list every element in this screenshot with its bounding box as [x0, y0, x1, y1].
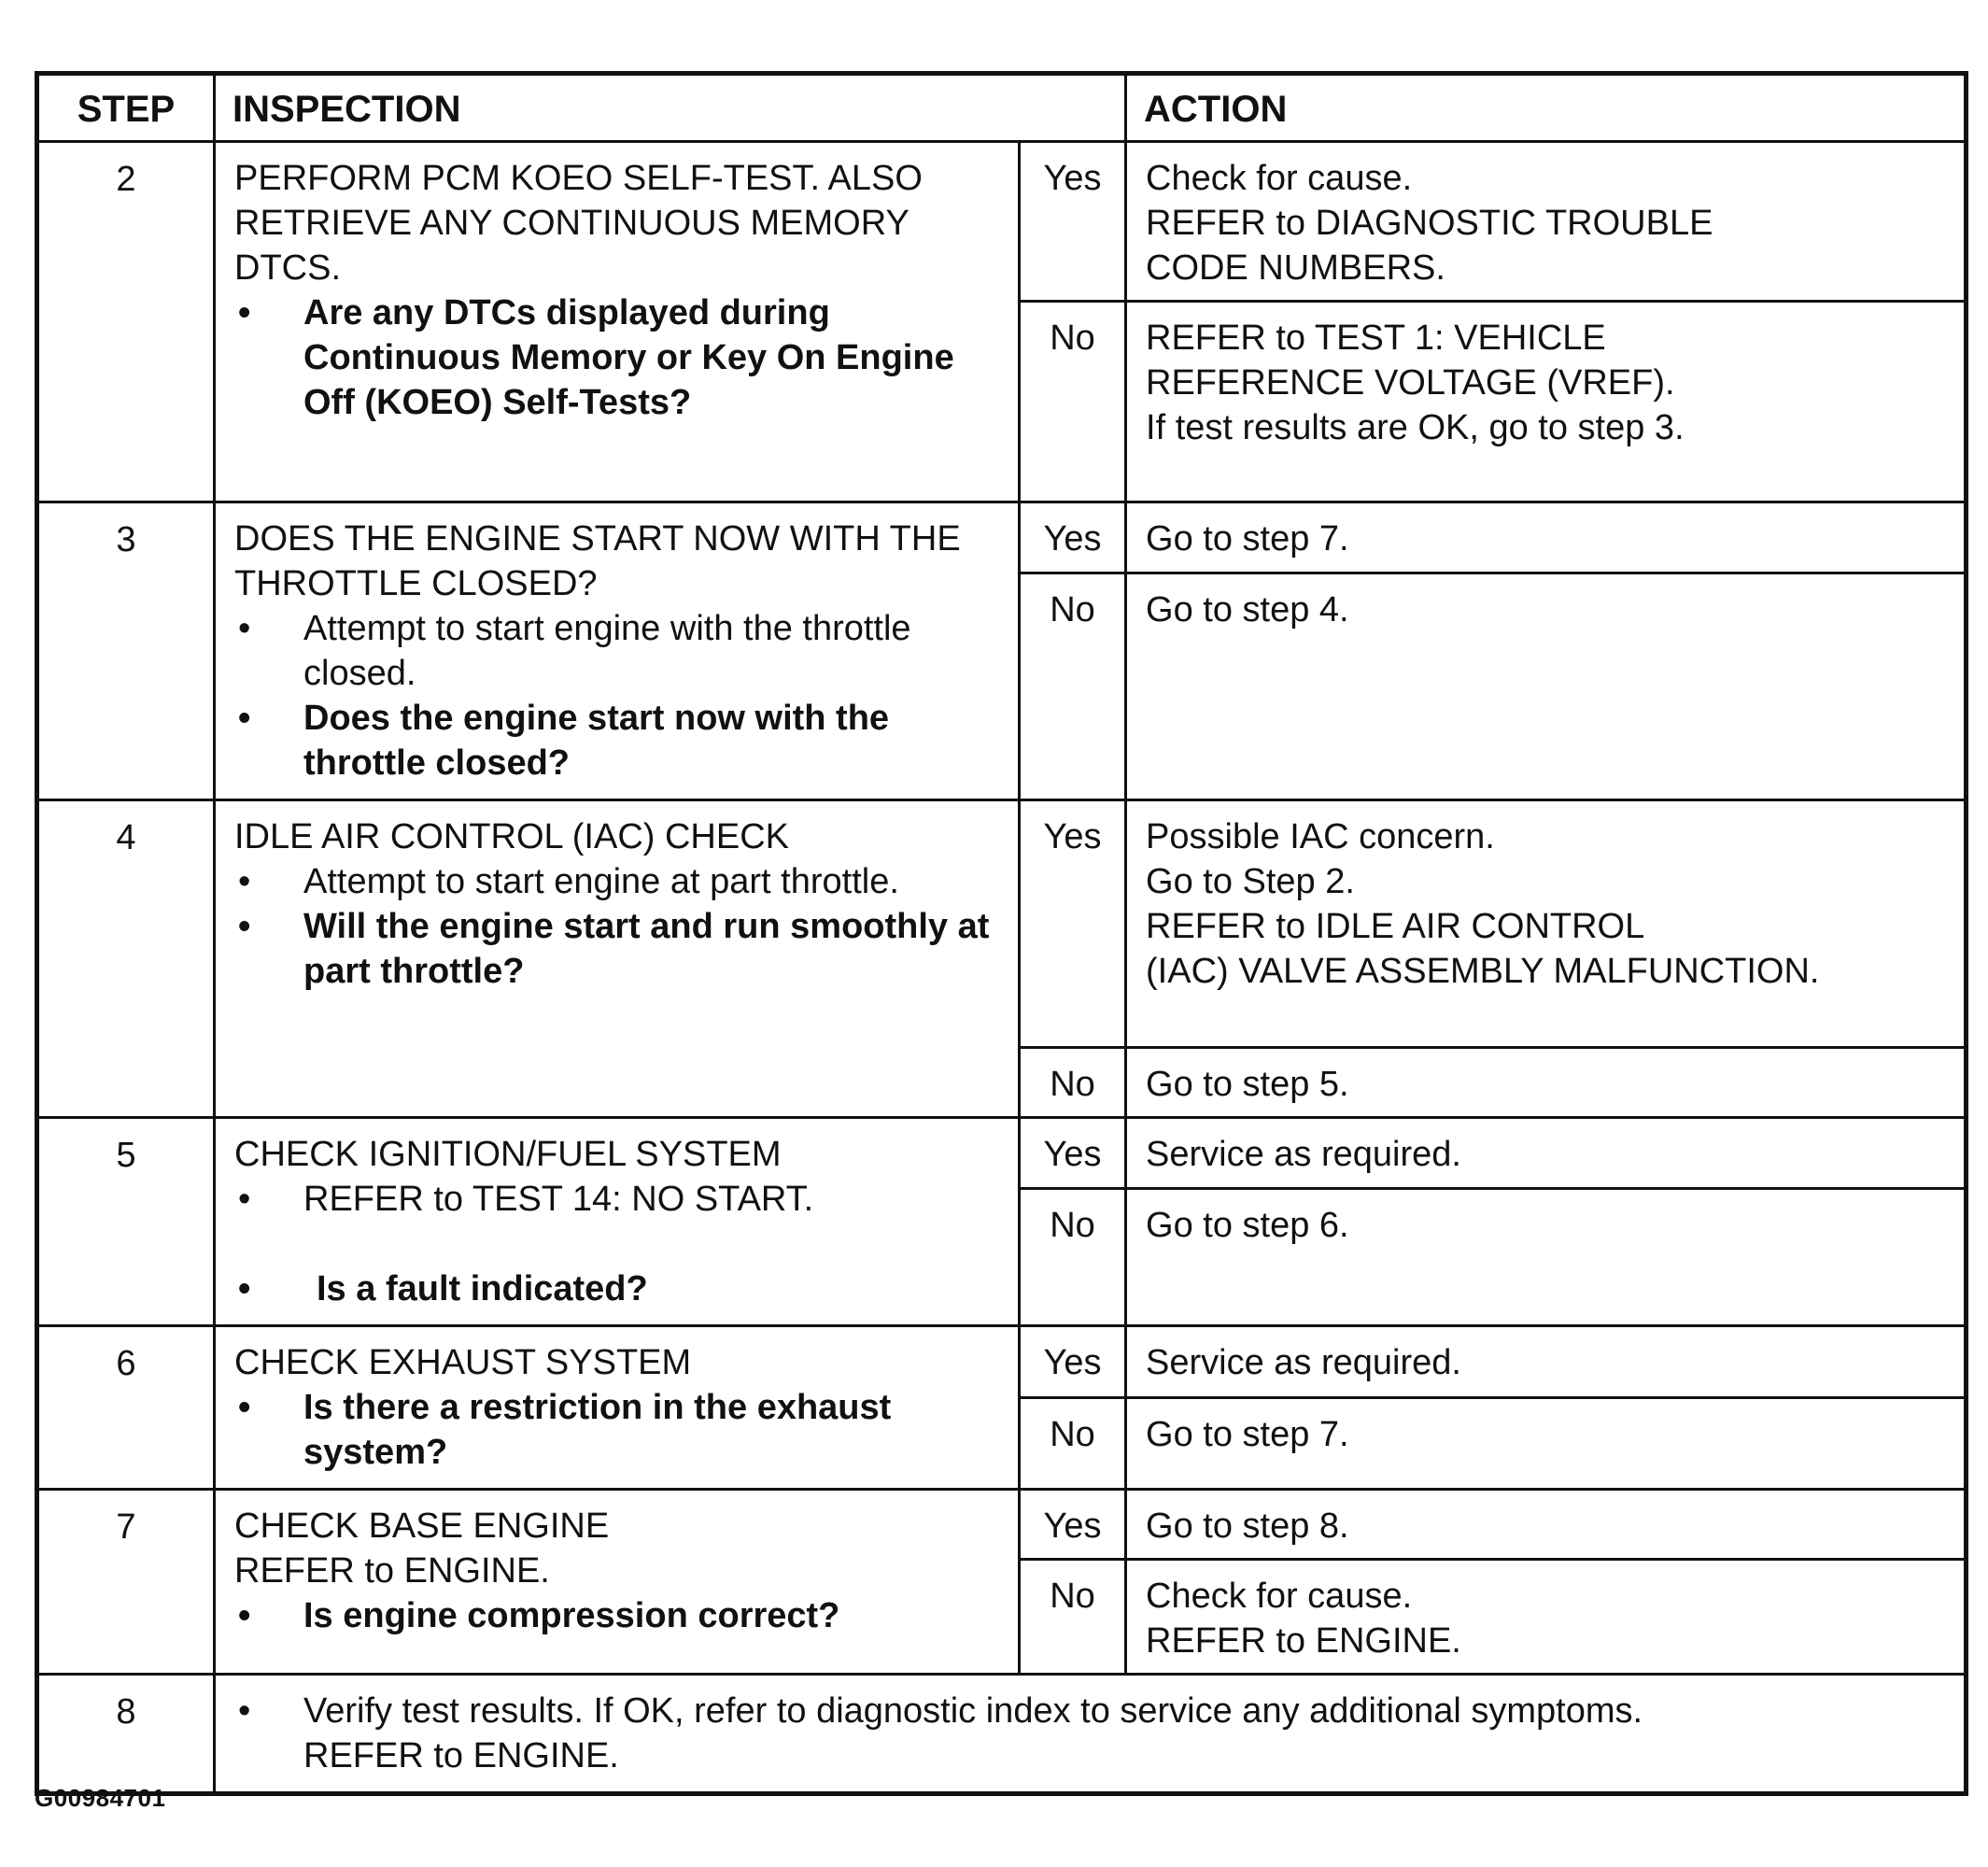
table-row	[37, 800, 1967, 1048]
diagnostic-table	[35, 71, 1968, 1796]
action-line: (IAC) VALVE ASSEMBLY MALFUNCTION.	[1146, 952, 1820, 991]
action-line: REFER to ENGINE.	[1146, 1621, 1461, 1661]
bullet-item	[234, 696, 999, 785]
bullet-item	[234, 1385, 999, 1475]
no-label: No	[1020, 1560, 1126, 1675]
no-label: No	[1020, 1048, 1126, 1118]
yes-label: Yes	[1020, 800, 1126, 1048]
no-label: No	[1020, 1397, 1126, 1489]
no-label: No	[1020, 1189, 1126, 1326]
inspection-subtitle: REFER to ENGINE.	[234, 1551, 550, 1591]
bullet-icon: •	[238, 1269, 251, 1308]
action-line: Go to Step 2.	[1146, 862, 1355, 901]
inspection-cell	[215, 142, 1020, 502]
yes-label: Yes	[1020, 502, 1126, 573]
action-line: Go to step 8.	[1146, 1506, 1349, 1546]
no-action	[1126, 302, 1967, 502]
no-action	[1126, 1189, 1967, 1326]
inspection-cell	[215, 1326, 1020, 1490]
yes-action	[1126, 1490, 1967, 1560]
yes-action	[1126, 1118, 1967, 1189]
bullet-item	[234, 1177, 999, 1222]
action-line: Check for cause.	[1146, 159, 1413, 198]
table-row	[37, 142, 1967, 302]
action-line: REFERENCE VOLTAGE (VREF).	[1146, 363, 1675, 403]
bullet-icon: •	[238, 862, 251, 901]
bullet-item	[234, 1266, 999, 1311]
bullet-item	[234, 1689, 1945, 1733]
table-header-row	[37, 74, 1967, 142]
bullet-text: REFER to TEST 14: NO START.	[303, 1180, 814, 1219]
inspection-title: DOES THE ENGINE START NOW WITH THE THROTTLE CLOSED?	[234, 519, 961, 603]
no-action	[1126, 1560, 1967, 1675]
yes-action	[1126, 502, 1967, 573]
table-row	[37, 1326, 1967, 1398]
action-line: REFER to DIAGNOSTIC TROUBLE	[1146, 204, 1713, 243]
table-row	[37, 1490, 1967, 1560]
figure-id: G00984701	[35, 1784, 166, 1812]
step-number: 2	[37, 142, 215, 502]
action-line: Go to step 7.	[1146, 1414, 1349, 1454]
action-line: If test results are OK, go to step 3.	[1146, 408, 1685, 447]
bullet-item	[234, 859, 999, 904]
bullet-text: Will the engine start and run smoothly at part throttle?	[303, 907, 990, 991]
yes-label: Yes	[1020, 1326, 1126, 1398]
bullet-text: Attempt to start engine at part throttle.	[303, 862, 899, 901]
bullet-item	[234, 606, 999, 696]
inspection-title: CHECK BASE ENGINE	[234, 1506, 610, 1546]
bullet-icon: •	[238, 1388, 251, 1427]
bullet-icon: •	[238, 293, 251, 332]
bullet-icon: •	[238, 907, 251, 946]
bullet-item	[234, 290, 999, 425]
inspection-cell	[215, 1675, 1967, 1794]
spacer	[234, 1222, 999, 1266]
action-line: Go to step 4.	[1146, 589, 1349, 629]
bullet-text: Verify test results. If OK, refer to diagnostic index to service any additional symptoms.	[303, 1691, 1643, 1731]
bullet-text: REFER to ENGINE.	[303, 1736, 619, 1775]
inspection-cell	[215, 1118, 1020, 1326]
inspection-title: CHECK IGNITION/FUEL SYSTEM	[234, 1135, 782, 1174]
bullet-text: Attempt to start engine with the throttle closed.	[303, 609, 911, 693]
bullet-text: Is a fault indicated?	[317, 1269, 648, 1308]
inspection-cell	[215, 1490, 1020, 1675]
step-number: 7	[37, 1490, 215, 1675]
yes-label: Yes	[1020, 1118, 1126, 1189]
action-column-header: ACTION	[1126, 74, 1967, 142]
bullet-text: Is there a restriction in the exhaust system?	[303, 1388, 892, 1472]
action-line: Go to step 7.	[1146, 519, 1349, 559]
no-label: No	[1020, 302, 1126, 502]
yes-action	[1126, 142, 1967, 302]
action-line: Service as required.	[1146, 1343, 1461, 1382]
bullet-text: Are any DTCs displayed during Continuous Memory or Key On Engine Off (KOEO) Self-Tests?	[303, 293, 954, 422]
bullet-icon: •	[238, 699, 251, 738]
inspection-title: CHECK EXHAUST SYSTEM	[234, 1343, 692, 1382]
step-number: 8	[37, 1675, 215, 1794]
inspection-cell	[215, 502, 1020, 800]
action-line: Check for cause.	[1146, 1577, 1413, 1616]
no-action	[1126, 1397, 1967, 1489]
yes-label: Yes	[1020, 1490, 1126, 1560]
bullet-text: Is engine compression correct?	[303, 1596, 840, 1635]
no-action	[1126, 1048, 1967, 1118]
table-row	[37, 1118, 1967, 1189]
no-action	[1126, 573, 1967, 799]
yes-action	[1126, 800, 1967, 1048]
bullet-icon: •	[238, 609, 251, 648]
step-column-header: STEP	[37, 74, 215, 142]
action-line: REFER to TEST 1: VEHICLE	[1146, 318, 1606, 358]
action-line: REFER to IDLE AIR CONTROL	[1146, 907, 1645, 946]
bullet-item	[234, 904, 999, 994]
step-number: 5	[37, 1118, 215, 1326]
bullet-continuation	[234, 1733, 1945, 1778]
action-line: Service as required.	[1146, 1135, 1461, 1174]
inspection-column-header: INSPECTION	[215, 74, 1126, 142]
step-number: 3	[37, 502, 215, 800]
action-line: Go to step 6.	[1146, 1206, 1349, 1246]
bullet-icon: •	[238, 1691, 251, 1731]
bullet-icon: •	[238, 1596, 251, 1635]
inspection-cell	[215, 800, 1020, 1118]
action-line: Possible IAC concern.	[1146, 817, 1495, 856]
table-row	[37, 1675, 1967, 1794]
yes-action	[1126, 1326, 1967, 1398]
step-number: 6	[37, 1326, 215, 1490]
inspection-title: PERFORM PCM KOEO SELF-TEST. ALSO RETRIEVE ANY CONTINUOUS MEMORY DTCS.	[234, 159, 923, 288]
table-row	[37, 502, 1967, 573]
yes-label: Yes	[1020, 142, 1126, 302]
action-line: CODE NUMBERS.	[1146, 248, 1445, 288]
bullet-text: Does the engine start now with the throttle closed?	[303, 699, 890, 783]
no-label: No	[1020, 573, 1126, 799]
bullet-item	[234, 1593, 999, 1638]
step-number: 4	[37, 800, 215, 1118]
bullet-icon: •	[238, 1180, 251, 1219]
action-line: Go to step 5.	[1146, 1065, 1349, 1104]
inspection-title: IDLE AIR CONTROL (IAC) CHECK	[234, 817, 790, 856]
